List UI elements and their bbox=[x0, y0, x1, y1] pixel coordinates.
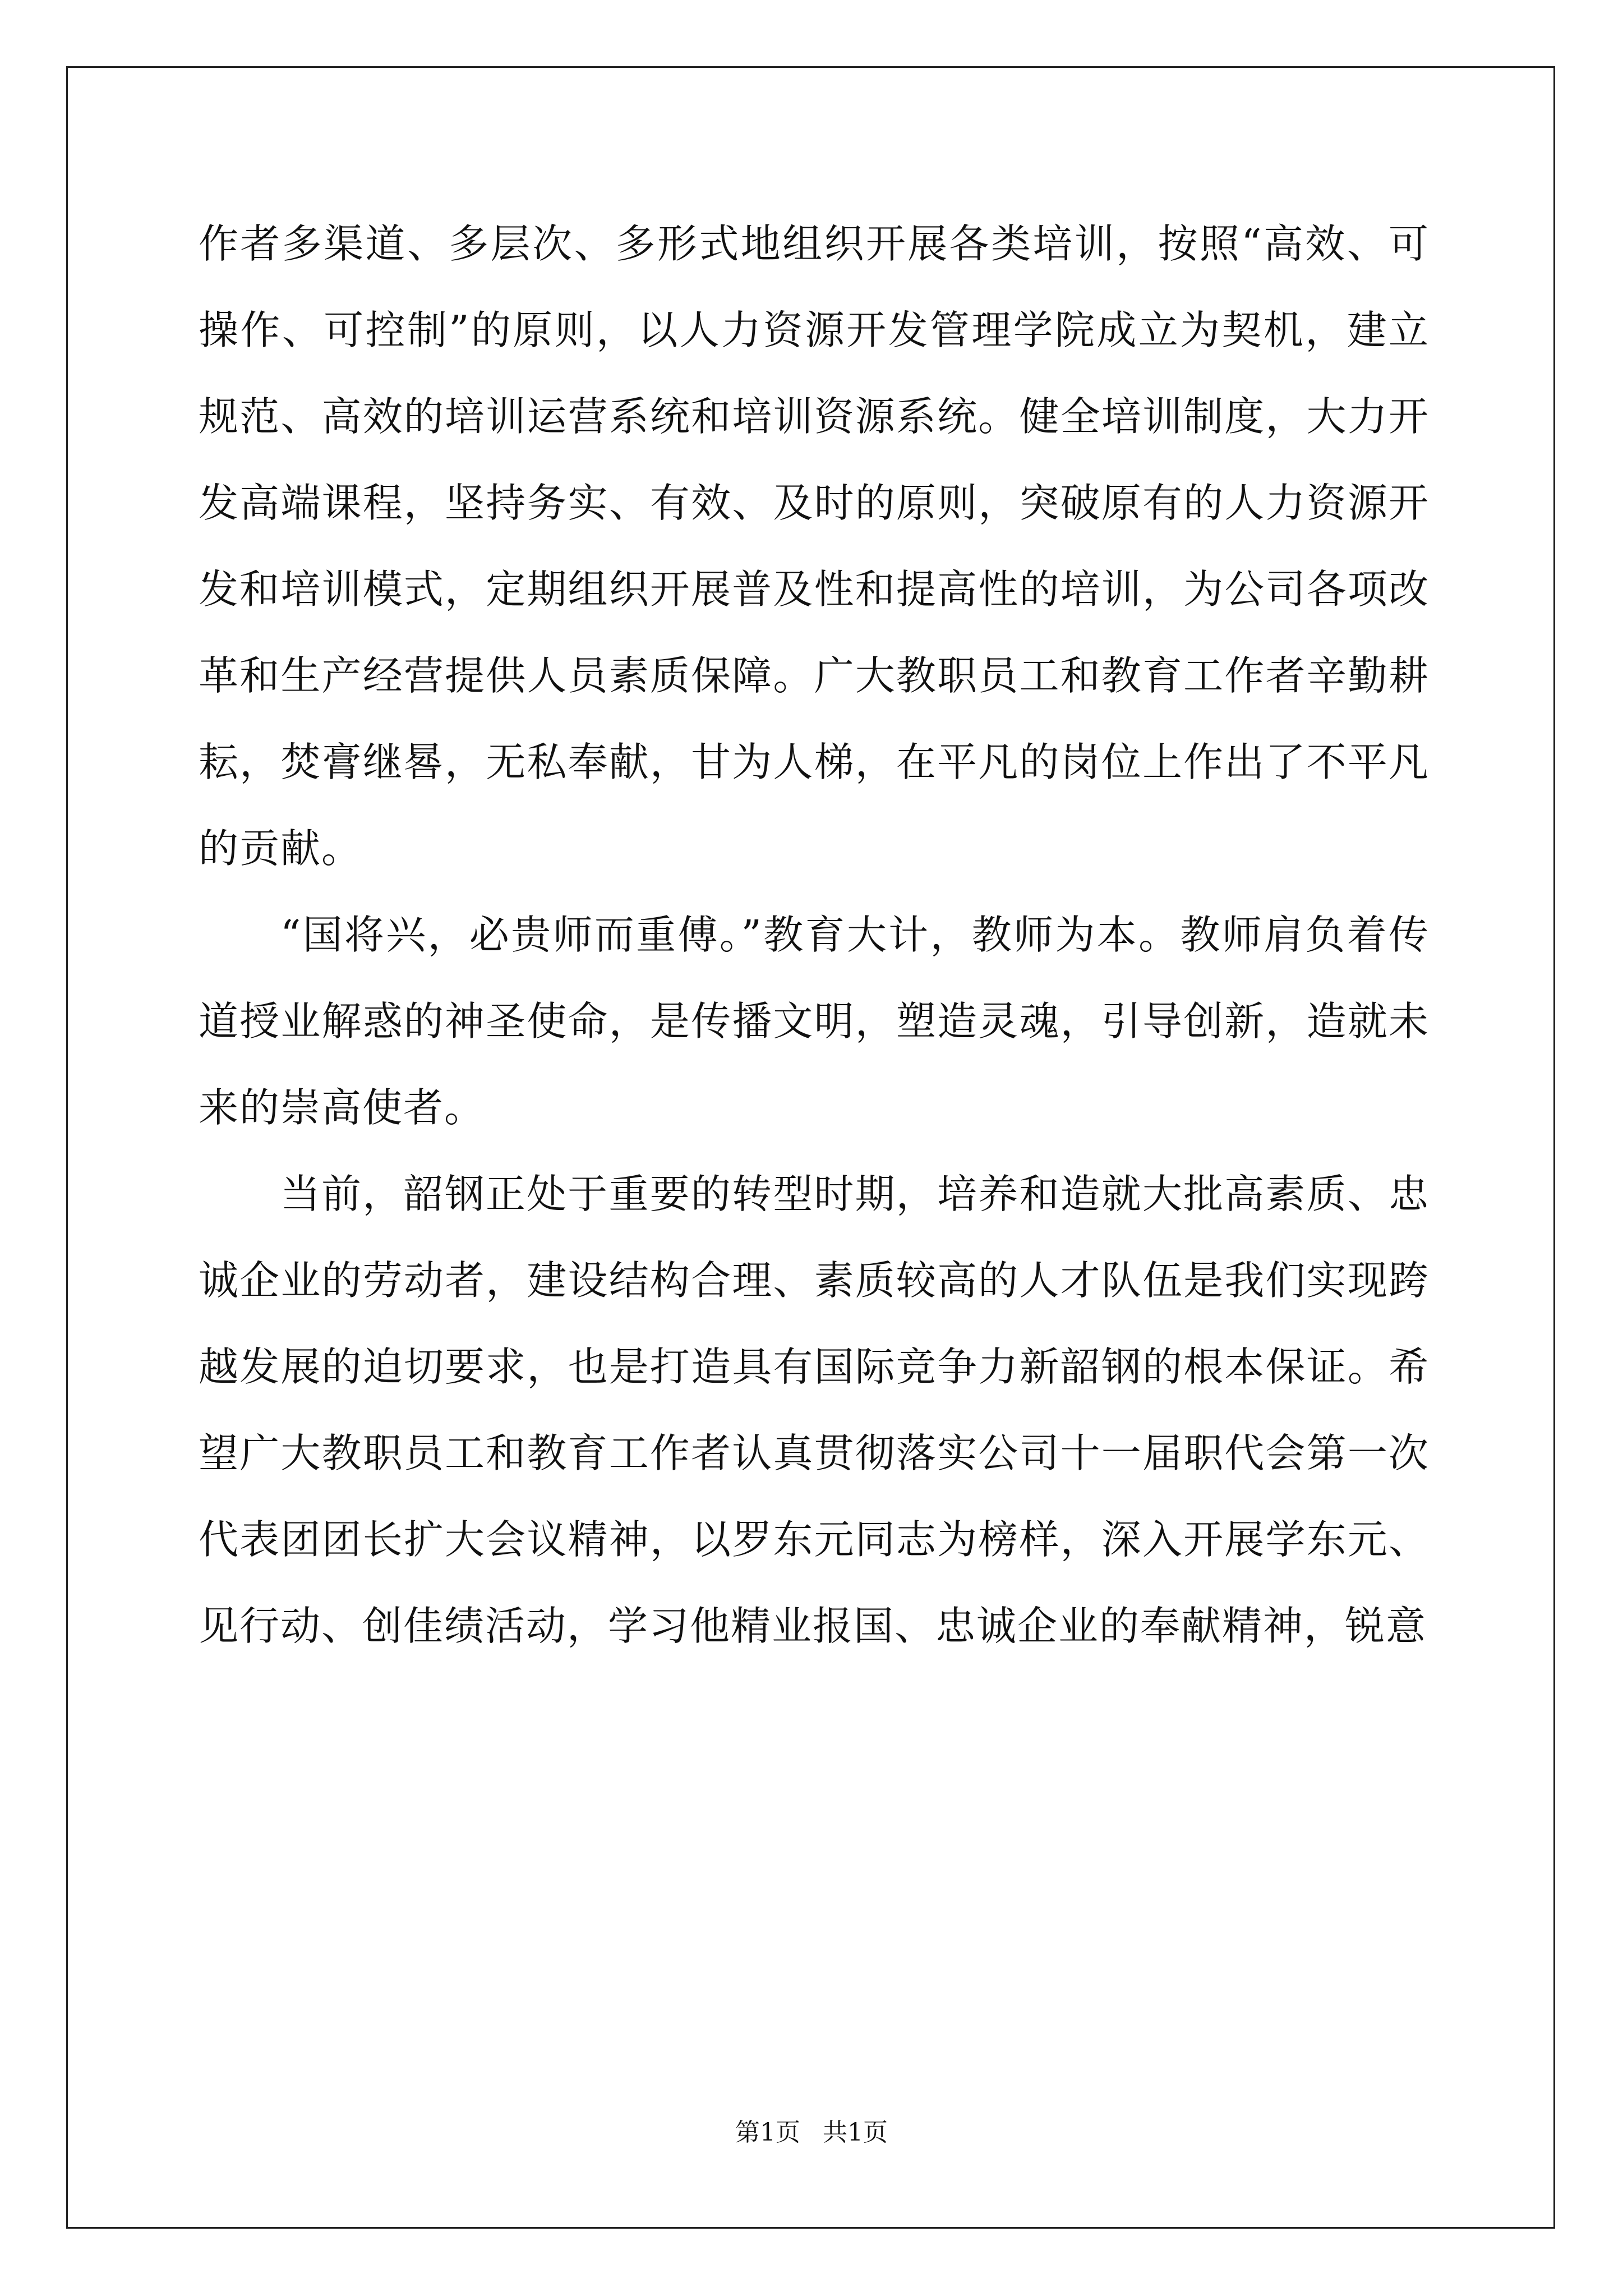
paragraph-2: “国将兴，必贵师而重傅。”教育大计，教师为本。教师肩负着传道授业解惑的神圣使命，是传播文明，塑造灵魂，引导创新，造就未来的崇高使者。 bbox=[199, 912, 1430, 1131]
paragraph-1: 作者多渠道、多层次、多形式地组织开展各类培训，按照“高效、可操作、可控制”的原则，以人力资源开发管理学院成立为契机，建立规范、高效的培训运营系统和培训资源系统。健全培训制度，大力开发高端课程，坚持务实、有效、及时的原则，突破原有的人力资源开发和培训模式，定期组织开展普及性和提高性的培训，为公司各项改革和生产经营提供人员素质保障。广大教职员工和教育工作者辛勤耕耘，焚膏继晷，无私奉献，甘为人梯，在平凡的岗位上作出了不平凡的贡献。 bbox=[199, 220, 1430, 872]
paragraph-3: 当前，韶钢正处于重要的转型时期，培养和造就大批高素质、忠诚企业的劳动者，建设结构合理、素质较高的人才队伍是我们实现跨越发展的迫切要求，也是打造具有国际竞争力新韶钢的根本保证。希望广大教职员工和教育工作者认真贯彻落实公司十一届职代会第一次代表团团长扩大会议精神，以罗东元同志为榜样，深入开展学东元、见行动、创佳绩活动，学习他精业报国、忠诚企业的奉献精神，锐意 bbox=[199, 1171, 1430, 1649]
page-total: 共1页 bbox=[823, 2118, 888, 2147]
document-body bbox=[199, 201, 1430, 1669]
page-number: 第1页 bbox=[735, 2118, 800, 2147]
page-footer bbox=[0, 2116, 1623, 2150]
